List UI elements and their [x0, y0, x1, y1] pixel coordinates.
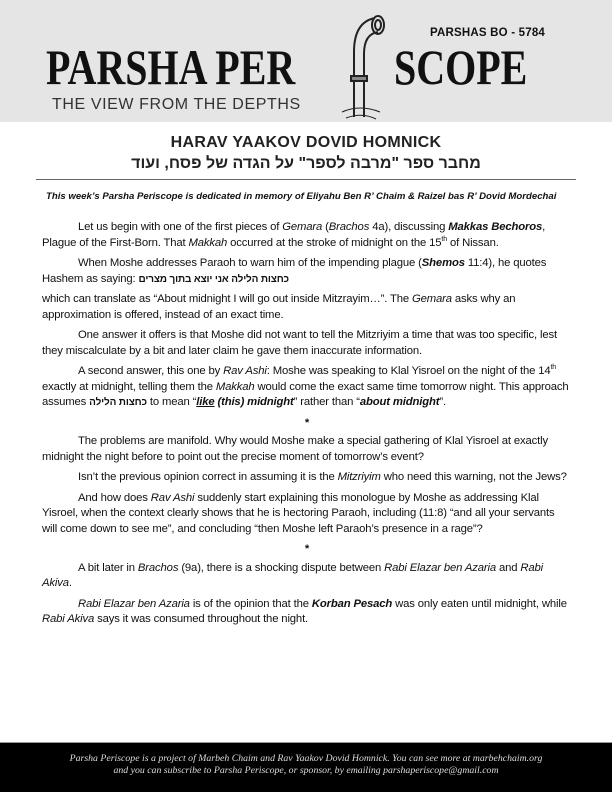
masthead	[0, 0, 612, 122]
text-segment: A second answer, this one by	[78, 365, 224, 377]
divider	[36, 179, 576, 180]
article-body	[42, 220, 572, 633]
text-segment: (9a), there is a shocking dispute between	[178, 561, 385, 574]
text-segment: A bit later in	[78, 561, 138, 574]
text-segment: (	[322, 221, 329, 233]
text-segment: ” rather than “	[293, 396, 360, 408]
text-segment: Let us begin with one of the first pieces of	[78, 221, 283, 233]
text-segment: Shemos	[421, 257, 465, 269]
text-segment: of Nissan.	[446, 236, 499, 249]
text-segment: to mean “	[146, 396, 197, 408]
footer	[0, 742, 612, 792]
text-segment: Brachos	[328, 221, 370, 233]
text-segment: Rabi Akiva	[42, 561, 543, 589]
hebrew-quote: כחצות הלילה	[89, 397, 147, 408]
text-segment: The problems are manifold. Why would Moshe make a special gathering of Klal Yisroel at exactly midnight the night before to point out the precise moment of tomorrow’s event?	[42, 435, 549, 463]
text-segment: Rabi Elazar ben Azaria	[78, 597, 190, 610]
periscope-icon	[340, 12, 390, 122]
paragraph	[42, 434, 572, 465]
text-segment: asks why an approximation is offered, instead of an exact time.	[42, 293, 516, 321]
author-name: HARAV YAAKOV DOVID HOMNICK	[170, 134, 442, 151]
footer-line-1: Parsha Periscope is a project of Marbeh Chaim and Rav Yaakov Dovid Homnick. You can see more at marbehchaim.org	[69, 753, 543, 764]
text-segment: th	[550, 364, 557, 372]
paragraph	[42, 328, 572, 359]
text-segment: occurred at the stroke of midnight on the 15	[227, 236, 442, 249]
text-segment: Rav Ashi	[150, 491, 195, 504]
text-segment: who need this warning, not the Jews?	[380, 471, 567, 483]
hebrew-quote: כחצות הלילה אני יוצא בתוך מצרים	[138, 273, 289, 285]
section-separator	[42, 416, 572, 432]
text-segment: exactly at midnight, telling them the	[42, 380, 216, 393]
text-segment: Gemara	[282, 221, 323, 233]
dedication: This week’s Parsha Periscope is dedicated in memory of Eliyahu Ben R’ Chaim & Raizel bas R’ Dovid Mordechai	[46, 191, 557, 202]
paragraph	[42, 491, 572, 538]
text-segment: *	[304, 416, 310, 429]
text-segment: is of the opinion that the	[189, 597, 312, 610]
tagline: THE VIEW FROM THE DEPTHS	[52, 96, 301, 113]
text-segment: says it was consumed throughout the night.	[94, 613, 309, 625]
paragraph	[42, 470, 572, 486]
author-hebrew-title: מחבר ספר "מרבה לספר" על הגדה של פסח, ועוד	[131, 155, 481, 172]
text-segment: Isn’t the previous opinion correct in assuming it is the	[78, 471, 338, 483]
text-segment: Gemara	[412, 293, 452, 305]
text-segment: ”.	[439, 396, 446, 408]
text-segment: Brachos	[137, 561, 179, 574]
text-segment: about midnight	[359, 396, 440, 408]
text-segment: suddenly start explaining this monologue by Moshe as addressing Klal Yisroel, when the context clearly shows that he is hectoring Paraoh, including (11:8) “and all your servants will come down to see me”, and concluding “then Moshe left Paraoh’s presence in a rage”?	[42, 491, 555, 535]
text-segment: would come the exact same time tomorrow night. This approach assumes	[42, 380, 569, 408]
paragraph	[42, 256, 572, 287]
paragraph	[42, 561, 572, 592]
text-segment: Rabi Elazar ben Azaria	[384, 561, 496, 574]
text-segment: One answer it offers is that Moshe did not want to tell the Mitzriyim a time that was too specific, lest they miscalculate by a bit and later claim he gave them inaccurate information.	[42, 329, 557, 357]
text-segment: Korban Pesach	[311, 597, 393, 610]
paragraph	[42, 292, 572, 323]
text-segment: like	[196, 396, 215, 408]
text-segment: Makkah	[188, 236, 228, 249]
text-segment: .	[68, 577, 72, 589]
text-segment: *	[304, 543, 310, 555]
text-segment: Makkah	[215, 380, 255, 393]
text-segment: , Plague of the First-Born. That	[42, 221, 546, 249]
text-segment: th	[441, 235, 447, 243]
title-right: SCOPE	[394, 39, 528, 95]
footer-line-2: and you can subscribe to Parsha Periscope, or sponsor, by emailing parshaperiscope@gmail.com	[113, 765, 499, 776]
text-segment: : Moshe was speaking to Klal Yisroel on the night of the 14	[266, 365, 551, 377]
text-segment: and	[495, 561, 521, 574]
title-left: PARSHA PER	[46, 39, 296, 95]
paragraph	[42, 364, 572, 411]
text-segment: Makkas Bechoros	[448, 221, 543, 233]
text-segment: And how does	[78, 491, 151, 504]
issue-label: PARSHAS BO - 5784	[430, 27, 546, 39]
paragraph	[42, 597, 572, 628]
text-segment: Mitzriyim	[337, 471, 381, 483]
text-segment: was only eaten until midnight, while	[392, 597, 567, 610]
section-separator	[42, 542, 572, 558]
text-segment: 11:4), he quotes Hashem as saying:	[42, 257, 547, 285]
text-segment: Rav Ashi	[223, 365, 267, 377]
text-segment: (this) midnight	[214, 396, 294, 408]
text-segment: Rabi Akiva	[42, 613, 95, 625]
text-segment: When Moshe addresses Paraoh to warn him of the impending plague (	[78, 257, 422, 269]
paragraph	[42, 220, 572, 251]
text-segment: which can translate as “About midnight I will go out inside Mitzrayim…”. The	[42, 293, 412, 305]
text-segment: 4a), discussing	[369, 221, 449, 233]
